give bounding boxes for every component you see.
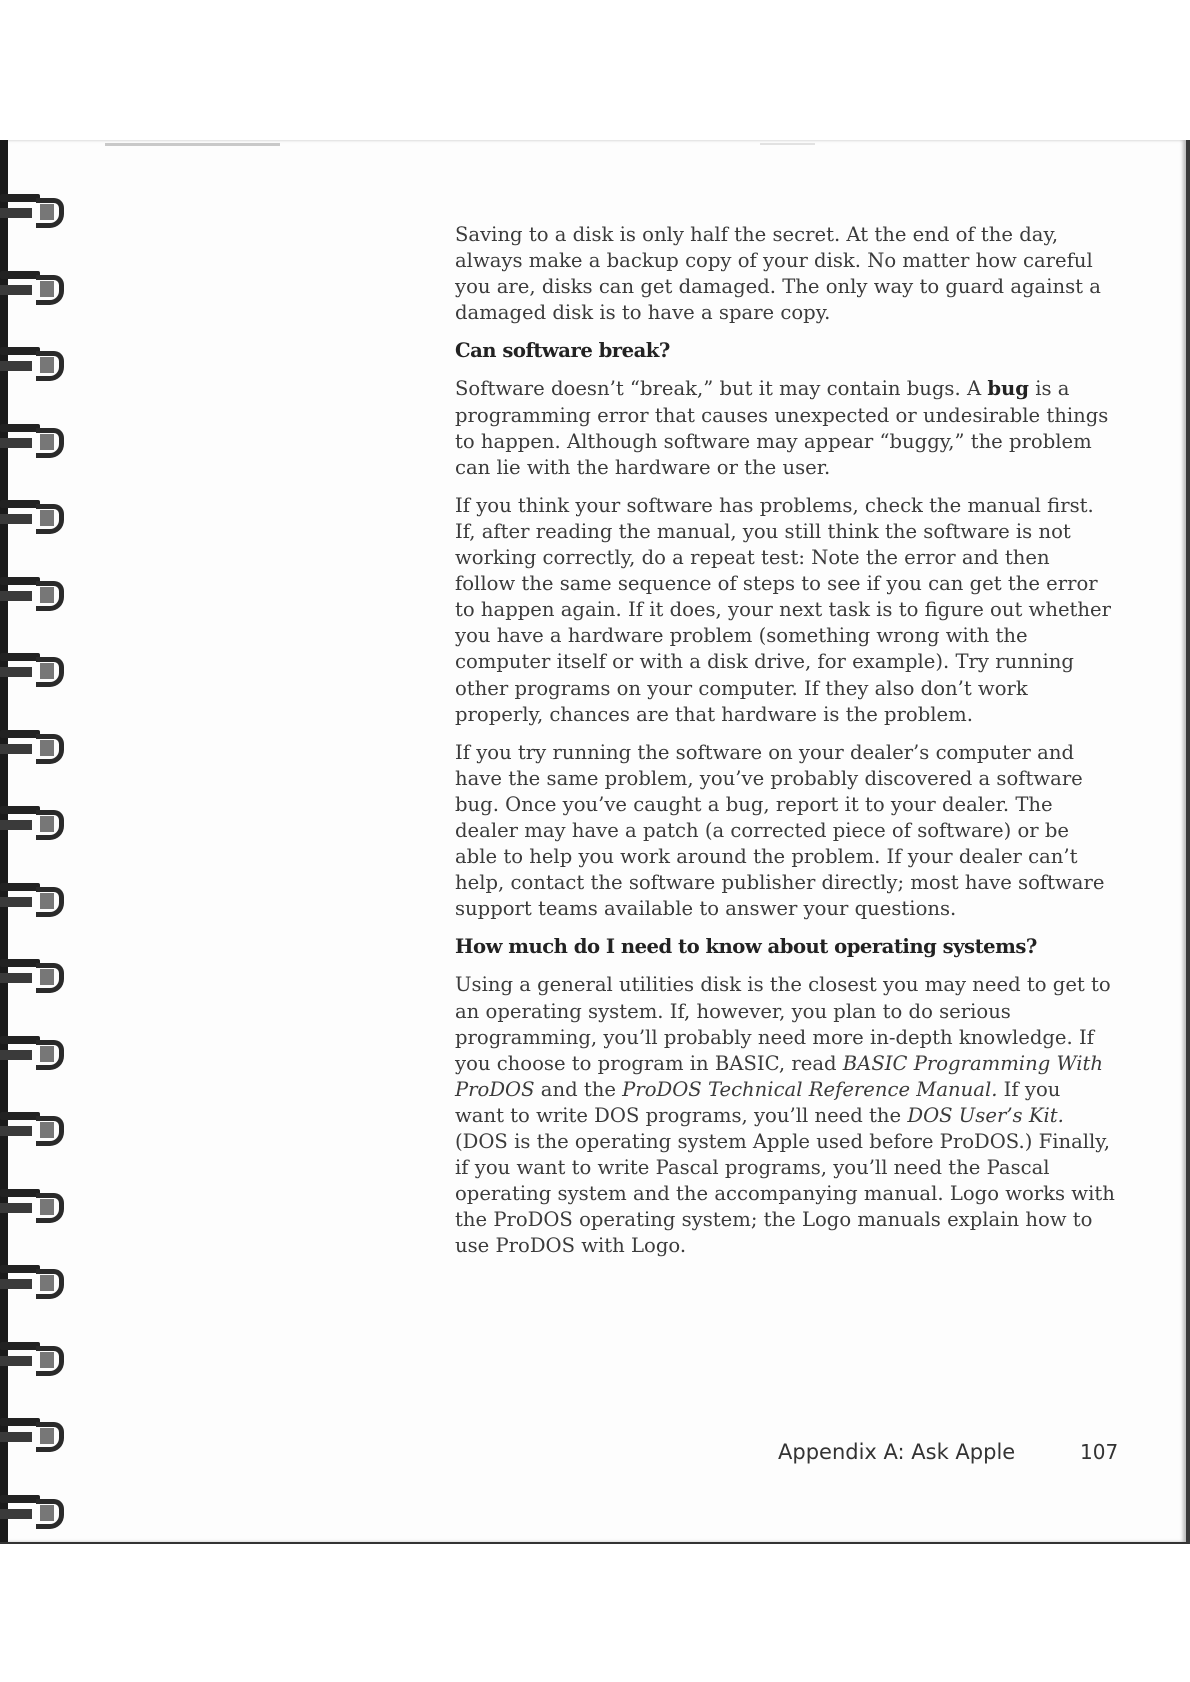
binding-coil	[0, 1032, 68, 1072]
binding-coil	[0, 1491, 68, 1531]
binding-coil	[0, 1261, 68, 1301]
binding-coil	[0, 649, 68, 689]
text-run: Using a general utilities disk is the closest you may need to get to an operating system. If, however, you plan to do serious programming, you’ll probably need more in-depth knowledge. If you choose to program in BASIC, read	[455, 973, 1111, 1075]
binding-coil	[0, 343, 68, 383]
section-heading: How much do I need to know about operating systems?	[455, 935, 1037, 959]
text-run: If you want to write DOS programs, you’ll need the	[455, 1077, 1061, 1127]
text-run: (DOS is the operating system Apple used before ProDOS.) Finally, if you want to write Pascal programs, you’ll need the Pascal operating system and the accompanying manual. Logo works with the ProDOS operating system; the Logo manuals explain how to use ProDOS with Logo.	[455, 1130, 1115, 1258]
binding-coil	[0, 802, 68, 842]
paragraph	[455, 972, 1115, 1259]
paragraph: Saving to a disk is only half the secret. At the end of the day, always make a backup copy of your disk. No matter how careful you are, disks can get damaged. The only way to guard against a damaged disk is to have a spare copy.	[455, 223, 1101, 325]
book-title: ProDOS Technical Reference Manual.	[622, 1077, 998, 1101]
section-heading: Can software break?	[455, 339, 670, 363]
text-run: is a programming error that causes unexpected or undesirable things to happen. Although software may appear “buggy,” the problem can lie with the hardware or the user.	[455, 377, 1109, 479]
scan-artifact-line	[760, 143, 815, 145]
paragraph	[455, 376, 1115, 480]
binding-coil	[0, 267, 68, 307]
binding-coil	[0, 1108, 68, 1148]
text-run: Software doesn’t “break,” but it may contain bugs. A	[455, 377, 988, 401]
binding-coil	[0, 190, 68, 230]
text-run: and the	[534, 1077, 623, 1101]
scan-artifact-line	[105, 143, 280, 146]
binding-coil	[0, 1414, 68, 1454]
spiral-binding	[0, 150, 80, 1450]
binding-coil	[0, 726, 68, 766]
binding-coil	[0, 573, 68, 613]
defined-term: bug	[987, 377, 1029, 401]
page-number: 107	[1080, 1440, 1119, 1464]
binding-coil	[0, 496, 68, 536]
paragraph: If you think your software has problems, check the manual first. If, after reading the manual, you still think the software is not working correctly, do a repeat test: Note the error and then follow the same sequence of steps to see if you can get the error to happen again. If it does, your next task is to figure out whether you have a hardware problem (something wrong with the computer itself or with a disk drive, for example). Try running other programs on your computer. If they also don’t work properly, chances are that hardware is the problem.	[455, 493, 1111, 726]
binding-coil	[0, 879, 68, 919]
book-title: BASIC Programming With ProDOS	[455, 1051, 1104, 1101]
binding-coil	[0, 955, 68, 995]
binding-coil	[0, 420, 68, 460]
binding-coil	[0, 1338, 68, 1378]
paragraph: If you try running the software on your dealer’s computer and have the same problem, you’ve probably discovered a software bug. Once you’ve caught a bug, report it to your dealer. The dealer may have a patch (a corrected piece of software) or be able to help you work around the problem. If your dealer can’t help, contact the software publisher directly; most have software support teams available to answer your questions.	[455, 740, 1105, 921]
page-content	[455, 222, 1115, 1271]
running-footer: Appendix A: Ask Apple	[778, 1440, 1016, 1464]
book-title: DOS User’s Kit.	[907, 1103, 1064, 1127]
binding-coil	[0, 1185, 68, 1225]
